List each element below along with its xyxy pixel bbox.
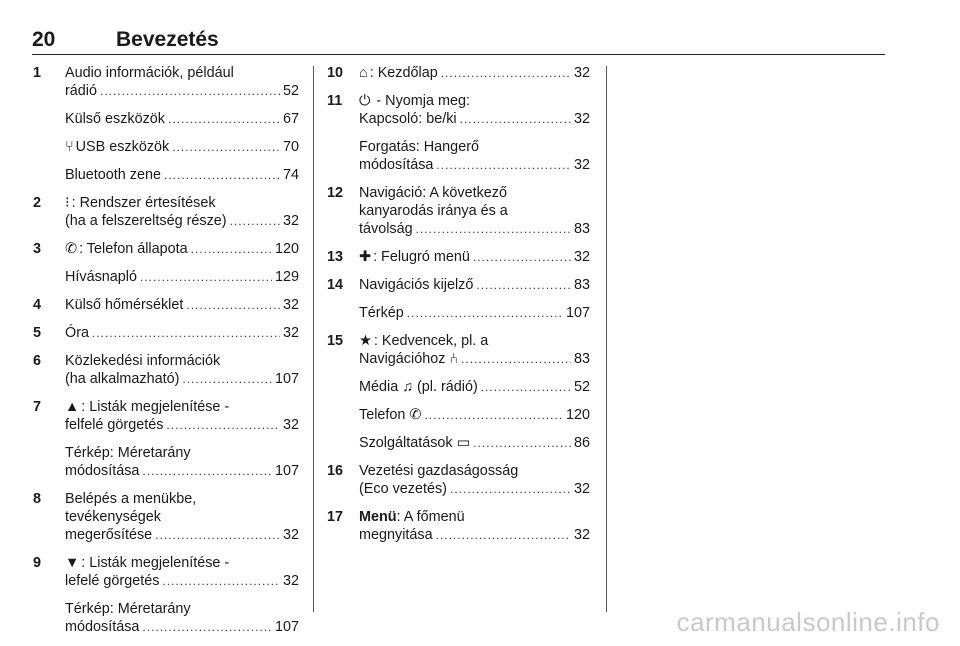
- page-reference: 32: [282, 573, 299, 589]
- dot-leader: [476, 276, 571, 294]
- index-entry: [327, 406, 590, 424]
- dot-leader: [481, 378, 571, 396]
- entry-text: USB eszközök: [75, 139, 170, 155]
- index-entry: [327, 508, 590, 544]
- index-entry: [33, 554, 299, 590]
- entry-icon: ⑂: [65, 139, 74, 155]
- index-entry: [327, 434, 590, 452]
- entry-text: módosítása: [65, 619, 140, 635]
- page-reference: 32: [573, 157, 590, 173]
- dot-leader: [182, 370, 272, 388]
- dot-leader: [92, 324, 280, 342]
- index-entry: [327, 64, 590, 82]
- page-reference: 32: [282, 527, 299, 543]
- dot-leader: [142, 618, 272, 636]
- index-entry: [33, 166, 299, 184]
- entry-number: 3: [33, 241, 42, 257]
- entry-number: 9: [33, 555, 42, 571]
- index-entry: [327, 184, 590, 238]
- entry-number: 5: [33, 325, 42, 341]
- page-reference: 32: [573, 481, 590, 497]
- page-reference: 83: [573, 351, 590, 367]
- entry-text: Hívásnapló: [65, 269, 137, 285]
- index-entry: [33, 352, 299, 388]
- entry-text: Közlekedési információk: [65, 353, 221, 369]
- dot-leader: [230, 212, 280, 230]
- entry-text: Belépés a menükbe,: [65, 491, 197, 507]
- entry-number: 8: [33, 491, 42, 507]
- page-reference: 83: [573, 277, 590, 293]
- index-entry: [327, 248, 590, 266]
- entry-text: kanyarodás iránya és a: [359, 203, 508, 219]
- entry-text: (ha alkalmazható): [65, 371, 180, 387]
- entry-text: Forgatás: Hangerő: [359, 139, 479, 155]
- entry-text: Vezetési gazdaságosság: [359, 463, 519, 479]
- dot-leader: [460, 110, 571, 128]
- page-reference: 70: [282, 139, 299, 155]
- entry-text: : Kedvencek, pl. a: [373, 333, 489, 349]
- page-reference: 52: [573, 379, 590, 395]
- entry-text: Média ♫ (pl. rádió): [359, 379, 478, 395]
- entry-text: : Listák megjelenítése -: [81, 399, 230, 415]
- entry-text: távolság: [359, 221, 413, 237]
- entry-text: Kapcsoló: be/ki: [359, 111, 457, 127]
- entry-number: 13: [327, 249, 344, 265]
- entry-text: rádió: [65, 83, 97, 99]
- page-reference: 107: [565, 305, 590, 321]
- index-entry: [327, 92, 590, 128]
- index-entry: [33, 110, 299, 128]
- index-entry: [327, 138, 590, 174]
- entry-number: 17: [327, 509, 344, 525]
- page-reference: 32: [282, 213, 299, 229]
- dot-leader: [155, 526, 280, 544]
- index-entry: [33, 138, 299, 156]
- entry-text: (Eco vezetés): [359, 481, 447, 497]
- entry-number: 15: [327, 333, 344, 349]
- dot-leader: [416, 220, 571, 238]
- dot-leader: [162, 572, 280, 590]
- page-reference: 32: [282, 297, 299, 313]
- entry-number: 2: [33, 195, 42, 211]
- page-reference: 120: [274, 241, 299, 257]
- entry-text: (ha a felszereltség része): [65, 213, 227, 229]
- dot-leader: [441, 64, 571, 82]
- page-reference: 52: [282, 83, 299, 99]
- entry-number: 4: [33, 297, 42, 313]
- entry-text: : Listák megjelenítése -: [81, 555, 230, 571]
- entry-number: 11: [327, 93, 343, 109]
- entry-text: Térkép: Méretarány: [65, 601, 191, 617]
- entry-icon: ✚: [359, 249, 372, 265]
- column-divider: [606, 66, 607, 612]
- page-header: [32, 28, 885, 55]
- dot-leader: [140, 268, 272, 286]
- index-entry: [33, 398, 299, 434]
- entry-text: : Felugró menü: [373, 249, 470, 265]
- dot-leader: [461, 350, 571, 368]
- entry-icon: ✆: [65, 241, 78, 257]
- entry-text: : A főmenü: [396, 509, 465, 525]
- page-reference: 83: [573, 221, 590, 237]
- page-reference: 32: [573, 111, 590, 127]
- entry-text: módosítása: [65, 463, 140, 479]
- entry-text: Térkép: [359, 305, 404, 321]
- page-reference: 74: [282, 167, 299, 183]
- entry-text: Külső eszközök: [65, 111, 165, 127]
- entry-text: Térkép: Méretarány: [65, 445, 191, 461]
- entry-icon: ▼: [65, 555, 80, 571]
- index-entry: [33, 444, 299, 480]
- column-divider: [313, 66, 314, 612]
- entry-number: 1: [33, 65, 42, 81]
- entry-bold-label: Menü: [359, 509, 397, 525]
- entry-icon: ▲: [65, 399, 80, 415]
- entry-text: Navigációs kijelző: [359, 277, 474, 293]
- index-entry: [33, 600, 299, 636]
- index-entry: [327, 304, 590, 322]
- entry-number: 7: [33, 399, 42, 415]
- entry-text: - Nyomja meg:: [372, 93, 470, 109]
- index-entry: [33, 296, 299, 314]
- entry-number: 12: [327, 185, 344, 201]
- page-reference: 32: [573, 249, 590, 265]
- entry-icon: ⌂: [359, 65, 368, 81]
- page-number: 20: [32, 28, 56, 51]
- right-column: [327, 64, 590, 554]
- left-column: [33, 64, 299, 646]
- index-entry: [327, 276, 590, 294]
- entry-text: Bluetooth zene: [65, 167, 162, 183]
- dot-leader: [436, 526, 571, 544]
- entry-text: Külső hőmérséklet: [65, 297, 184, 313]
- index-entry: [327, 332, 590, 368]
- index-entry: [327, 378, 590, 396]
- dot-leader: [424, 406, 563, 424]
- dot-leader: [407, 304, 563, 322]
- entry-icon: ★: [359, 333, 372, 349]
- dot-leader: [100, 82, 280, 100]
- page-reference: 32: [573, 527, 590, 543]
- entry-text: Navigációhoz ⑃: [359, 351, 459, 367]
- entry-icon: ⏻: [359, 93, 371, 109]
- entry-text: megerősítése: [65, 527, 153, 543]
- dot-leader: [473, 248, 571, 266]
- entry-icon: ⁝: [65, 195, 70, 211]
- page-reference: 67: [282, 111, 299, 127]
- entry-text: megnyitása: [359, 527, 433, 543]
- dot-leader: [473, 434, 571, 452]
- page-reference: 32: [282, 417, 299, 433]
- entry-number: 16: [327, 463, 344, 479]
- dot-leader: [168, 110, 280, 128]
- page-reference: 86: [573, 435, 590, 451]
- entry-text: : Rendszer értesítések: [71, 195, 216, 211]
- dot-leader: [142, 462, 272, 480]
- entry-text: Szolgáltatások ▭: [359, 435, 471, 451]
- page-title: Bevezetés: [116, 28, 219, 51]
- dot-leader: [166, 416, 280, 434]
- index-entry: [33, 268, 299, 286]
- entry-text: Óra: [65, 325, 89, 341]
- entry-number: 10: [327, 65, 344, 81]
- dot-leader: [172, 138, 280, 156]
- page-reference: 107: [274, 371, 299, 387]
- entry-text: tevékenységek: [65, 509, 161, 525]
- entry-text: Telefon ✆: [359, 407, 422, 423]
- watermark: carmanualsonline.info: [676, 607, 940, 637]
- page-reference: 107: [274, 619, 299, 635]
- entry-text: : Telefon állapota: [79, 241, 188, 257]
- page-reference: 120: [565, 407, 590, 423]
- dot-leader: [450, 480, 571, 498]
- entry-number: 6: [33, 353, 42, 369]
- entry-text: módosítása: [359, 157, 434, 173]
- dot-leader: [436, 156, 571, 174]
- page-reference: 107: [274, 463, 299, 479]
- entry-number: 14: [327, 277, 344, 293]
- entry-text: : Kezdőlap: [369, 65, 438, 81]
- page-reference: 129: [274, 269, 299, 285]
- index-entry: [327, 462, 590, 498]
- entry-text: Navigáció: A következő: [359, 185, 507, 201]
- index-entry: [33, 64, 299, 100]
- index-entry: [33, 194, 299, 230]
- entry-text: lefelé görgetés: [65, 573, 160, 589]
- entry-text: Audio információk, például: [65, 65, 234, 81]
- index-entry: [33, 324, 299, 342]
- dot-leader: [191, 240, 272, 258]
- page-reference: 32: [573, 65, 590, 81]
- page-reference: 32: [282, 325, 299, 341]
- dot-leader: [186, 296, 280, 314]
- index-entry: [33, 490, 299, 544]
- dot-leader: [164, 166, 280, 184]
- entry-text: felfelé görgetés: [65, 417, 164, 433]
- index-entry: [33, 240, 299, 258]
